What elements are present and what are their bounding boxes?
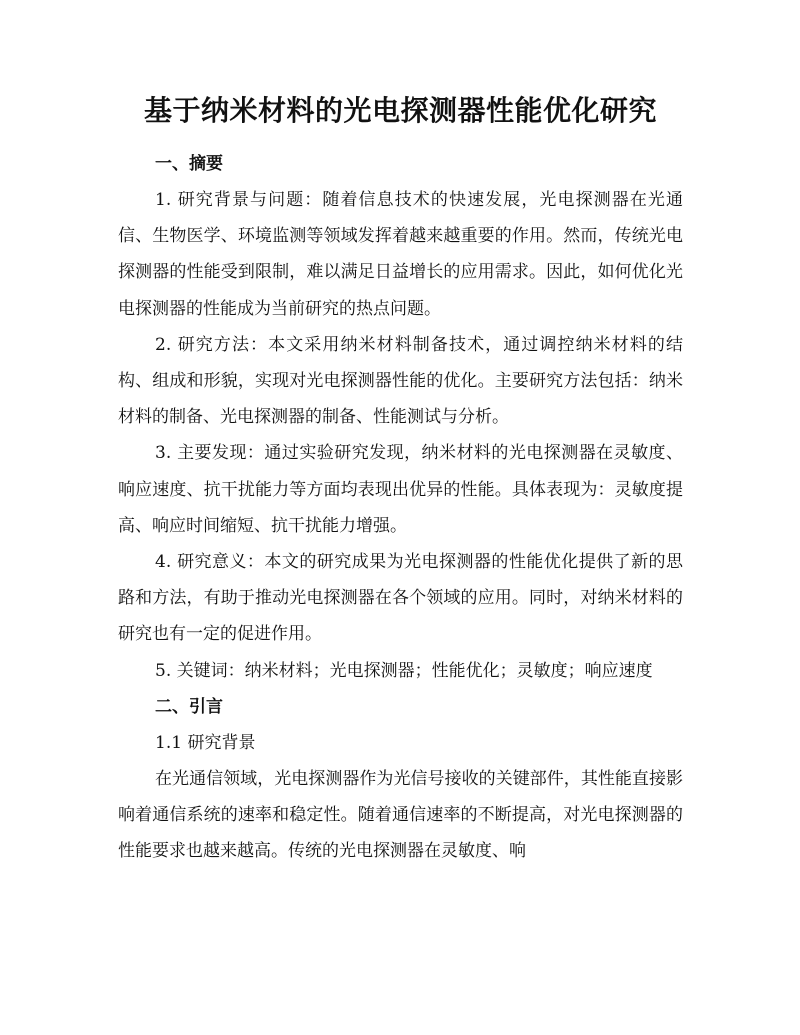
introduction-paragraph: 在光通信领域，光电探测器作为光信号接收的关键部件，其性能直接影响着通信系统的速率和稳定性。随着通信速率的不断提高，对光电探测器的性能要求也越来越高。传统的光电探测器在灵敏度、响 <box>118 768 683 862</box>
section-heading-introduction: 二、引言 <box>155 696 223 717</box>
abstract-paragraph-significance: 4. 研究意义：本文的研究成果为光电探测器的性能优化提供了新的思路和方法，有助于推动光电探测器在各个领域的应用。同时，对纳米材料的研究也有一定的促进作用。 <box>118 552 683 645</box>
abstract-paragraph-keywords: 5. 关键词：纳米材料；光电探测器；性能优化；灵敏度；响应速度 <box>155 660 653 681</box>
abstract-paragraph-findings: 3. 主要发现：通过实验研究发现，纳米材料的光电探测器在灵敏度、响应速度、抗干扰能力等方面均表现出优异的性能。具体表现为：灵敏度提高、响应时间缩短、抗干扰能力增强。 <box>118 443 683 536</box>
abstract-paragraph-methods: 2. 研究方法：本文采用纳米材料制备技术，通过调控纳米材料的结构、组成和形貌，实现对光电探测器性能的优化。主要研究方法包括：纳米材料的制备、光电探测器的制备、性能测试与分析。 <box>118 334 683 428</box>
subsection-heading-background: 1.1 研究背景 <box>155 732 256 753</box>
abstract-paragraph-background: 1. 研究背景与问题：随着信息技术的快速发展，光电探测器在光通信、生物医学、环境监测等领域发挥着越来越重要的作用。然而，传统光电探测器的性能受到限制，难以满足日益增长的应用需求。因此，如何优化光电探测器的性能成为当前研究的热点问题。 <box>118 190 683 319</box>
document-page <box>118 88 683 869</box>
section-heading-abstract: 一、摘要 <box>155 154 223 174</box>
document-title: 基于纳米材料的光电探测器性能优化研究 <box>143 94 657 127</box>
